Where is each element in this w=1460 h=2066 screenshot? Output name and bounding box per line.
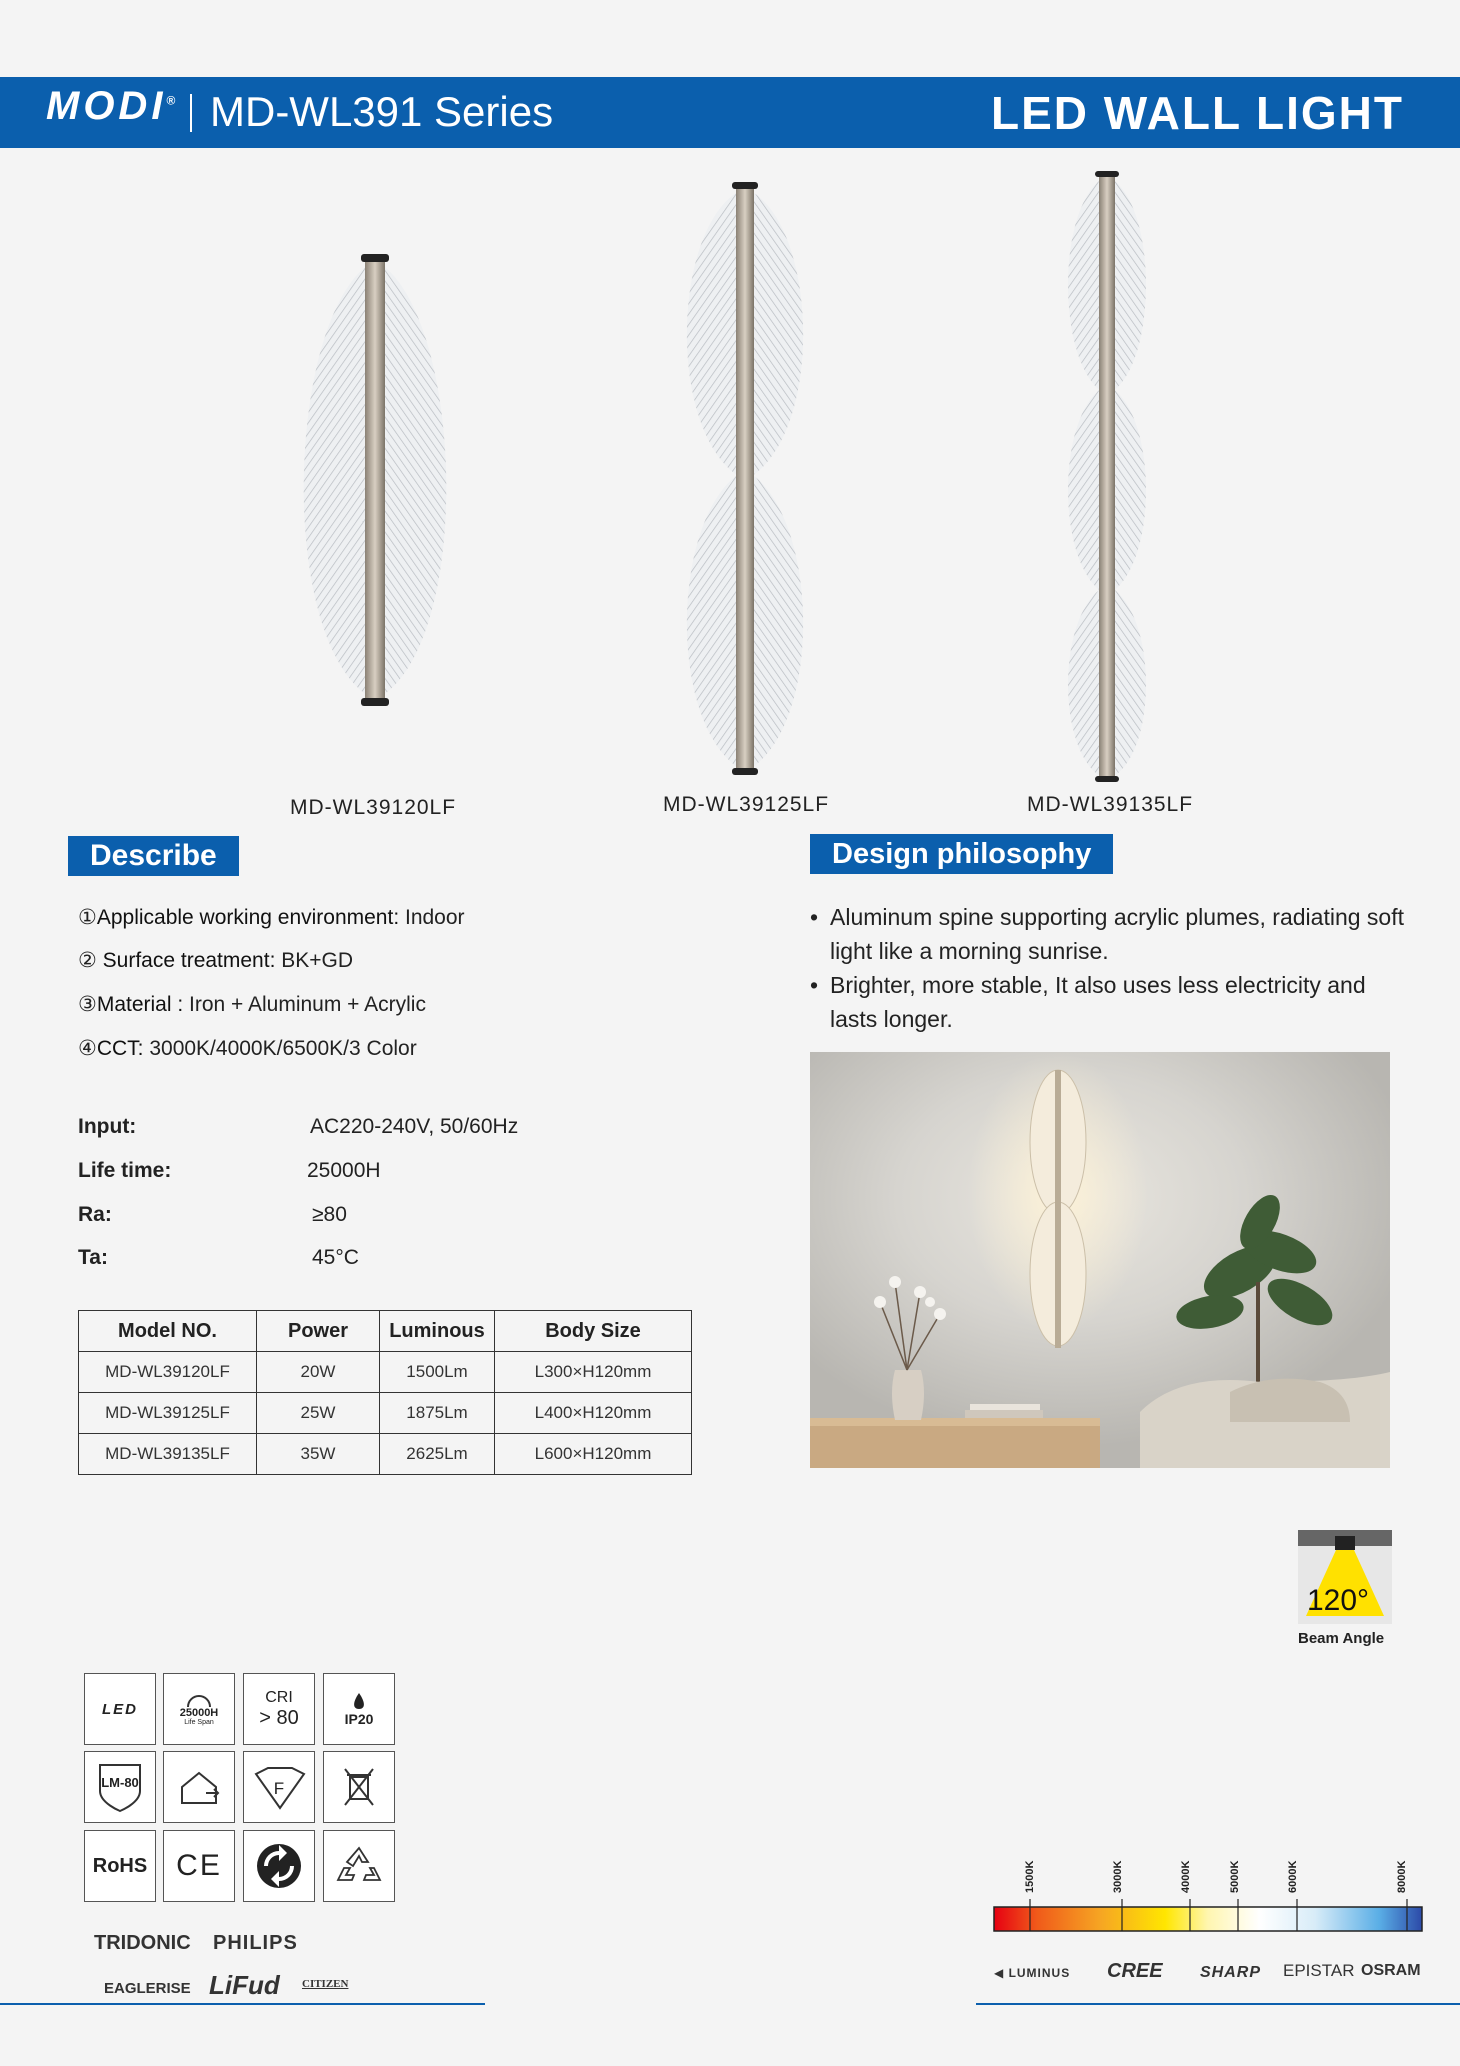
lamp-image-39135 <box>1055 170 1160 785</box>
category-title: LED WALL LIGHT <box>990 87 1404 139</box>
product-caption: MD-WL39135LF <box>1027 793 1194 816</box>
brand-citizen: CITIZEN <box>302 1978 349 1990</box>
table-cell: 25W <box>257 1393 380 1434</box>
spec-table <box>78 1310 692 1475</box>
ce-icon: CE <box>163 1830 235 1902</box>
header-separator <box>190 94 192 132</box>
led-icon: LED <box>84 1673 156 1745</box>
spec-value: 45°C <box>312 1246 359 1269</box>
lamp-image-39120 <box>275 250 475 710</box>
product-caption: MD-WL39120LF <box>290 796 457 819</box>
table-cell: 1875Lm <box>380 1393 495 1434</box>
cct-color-scale <box>992 1895 1424 1937</box>
table-cell: L600×H120mm <box>495 1434 692 1475</box>
table-header: Model NO. <box>79 1311 257 1352</box>
footer-rule-right <box>976 2003 1460 2005</box>
brand-epistar: EPISTAR <box>1283 1961 1355 1980</box>
table-row <box>79 1352 692 1393</box>
spec-value: ≥80 <box>312 1203 347 1226</box>
indoor-use-icon <box>163 1751 235 1823</box>
beam-angle-label: Beam Angle <box>1298 1630 1385 1647</box>
brand-logo: MODI® <box>46 84 176 128</box>
spec-label: Input: <box>78 1115 137 1138</box>
describe-item: ② Surface treatment: BK+GD <box>78 949 354 972</box>
table-cell: 20W <box>257 1352 380 1393</box>
spec-label: Ta: <box>78 1246 108 1269</box>
spec-label: Ra: <box>78 1203 112 1226</box>
table-cell: 1500Lm <box>380 1352 495 1393</box>
table-cell: MD-WL39120LF <box>79 1352 257 1393</box>
table-header: Power <box>257 1311 380 1352</box>
f-mark-icon: F <box>243 1751 315 1823</box>
spec-label: Life time: <box>78 1159 172 1182</box>
brand-tridonic: TRIDONIC <box>94 1932 191 1954</box>
room-scene-image <box>810 1052 1390 1468</box>
table-cell: 2625Lm <box>380 1434 495 1475</box>
brand-philips: PHILIPS <box>213 1932 298 1954</box>
table-cell: L300×H120mm <box>495 1352 692 1393</box>
design-heading: Design philosophy <box>810 834 1113 874</box>
describe-item: ④CCT: 3000K/4000K/6500K/3 Color <box>78 1037 417 1060</box>
table-row <box>79 1434 692 1475</box>
brand-cree: CREE <box>1107 1960 1163 1982</box>
lm80-icon: LM-80 <box>84 1751 156 1823</box>
cct-label: 4000K <box>1180 1860 1192 1893</box>
product-caption: MD-WL39125LF <box>663 793 830 816</box>
table-cell: MD-WL39125LF <box>79 1393 257 1434</box>
cct-label: 5000K <box>1229 1860 1241 1893</box>
spec-value: 25000H <box>307 1159 381 1182</box>
ip20-icon: IP20 <box>323 1673 395 1745</box>
table-cell: 35W <box>257 1434 380 1475</box>
recycle-icon <box>323 1830 395 1902</box>
brand-eaglerise: EAGLERISE <box>104 1980 191 1997</box>
cct-label: 8000K <box>1396 1860 1408 1893</box>
cct-label: 1500K <box>1024 1860 1036 1893</box>
brand-luminus: ◀ LUMINUS <box>994 1966 1071 1980</box>
table-row <box>79 1393 692 1434</box>
series-title: MD-WL391 Series <box>210 88 554 135</box>
cct-label: 6000K <box>1287 1860 1299 1893</box>
footer-rule-left <box>0 2003 485 2005</box>
cri-icon: CRI > 80 <box>243 1673 315 1745</box>
describe-item: ③Material : Iron + Aluminum + Acrylic <box>78 993 426 1016</box>
brand-lifud: LiFud <box>209 1970 280 2000</box>
table-header: Body Size <box>495 1311 692 1352</box>
table-header: Luminous <box>380 1311 495 1352</box>
describe-heading: Describe <box>68 836 239 876</box>
green-dot-icon <box>243 1830 315 1902</box>
brand-sharp: SHARP <box>1200 1964 1262 1981</box>
rohs-icon: RoHS <box>84 1830 156 1902</box>
describe-item: ①Applicable working environment: Indoor <box>78 906 465 929</box>
design-bullet: • Aluminum spine supporting acrylic plumes, radiating soft light like a morning sunrise. • Brighter, more stable, It also uses less electricity and lasts longer. <box>810 904 1404 1032</box>
table-header-row <box>79 1311 692 1352</box>
table-cell: L400×H120mm <box>495 1393 692 1434</box>
weee-bin-icon <box>323 1751 395 1823</box>
spec-value: AC220-240V, 50/60Hz <box>310 1115 519 1138</box>
table-cell: MD-WL39135LF <box>79 1434 257 1475</box>
lifespan-icon: 25000H Life Span <box>163 1673 235 1745</box>
brand-osram: OSRAM <box>1361 1962 1421 1979</box>
beam-angle-value: 120° <box>1307 1584 1370 1617</box>
lamp-image-39125 <box>665 180 825 780</box>
cct-label: 3000K <box>1112 1860 1124 1893</box>
